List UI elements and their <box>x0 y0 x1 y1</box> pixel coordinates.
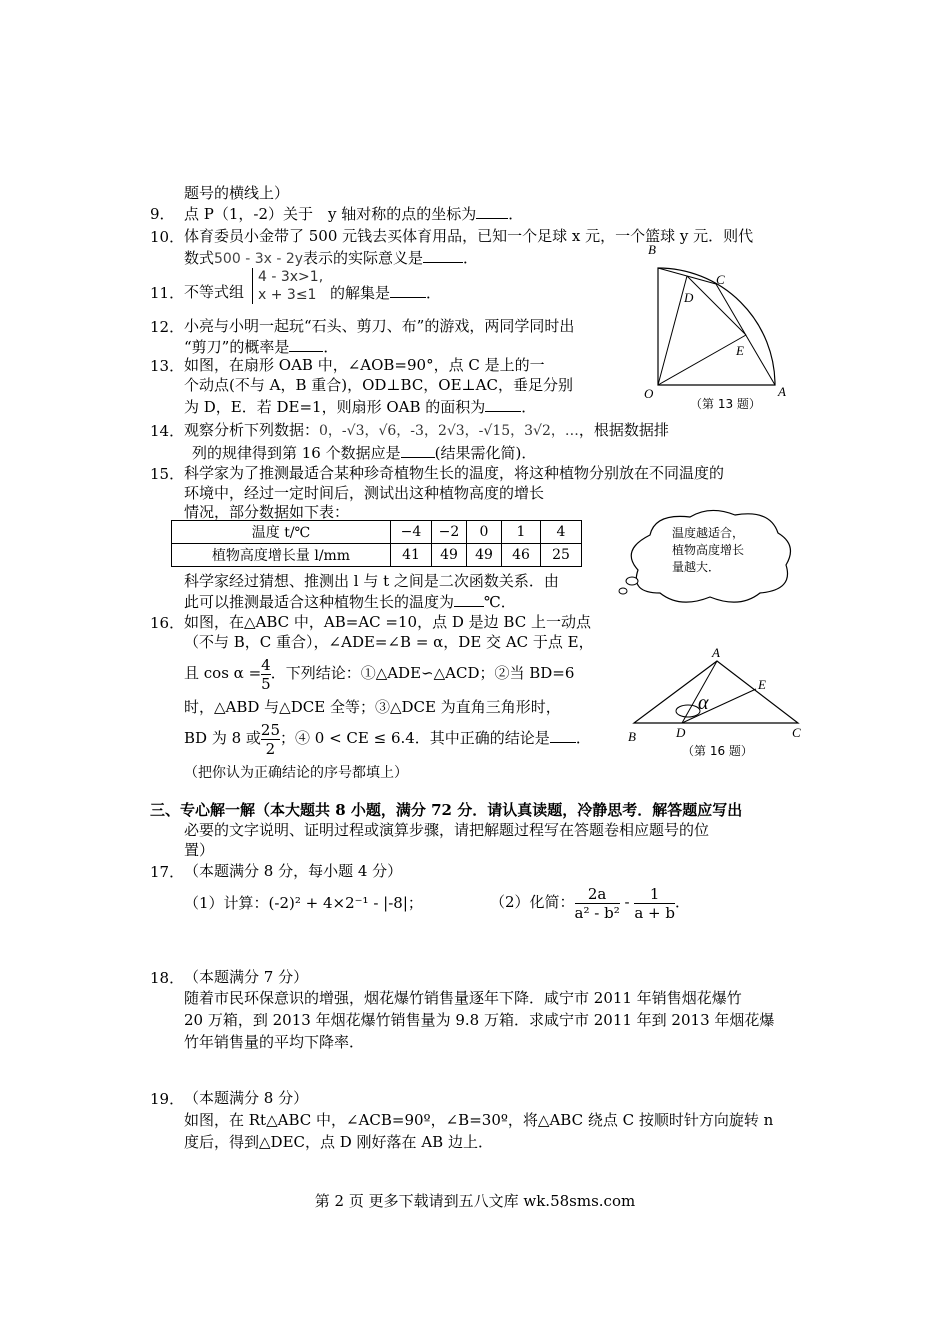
segment-od <box>658 276 687 385</box>
continuation-line: 题号的横线上） <box>184 184 290 202</box>
question-15-line5: 此可以推测最适合这种植物生长的温度为 ℃． <box>184 593 516 611</box>
table-cell: 植物高度增长量 l/mm <box>172 544 391 567</box>
fraction-1: $\frac{2a}{\text{a² - b²}}$ <box>574 884 620 922</box>
question-15-line3: 情况，部分数据如下表： <box>184 503 350 521</box>
label-c: C <box>792 725 801 740</box>
label-b: B <box>628 729 636 744</box>
table-cell: 49 <box>467 544 502 567</box>
label-d: D <box>684 290 694 305</box>
table-row <box>172 521 582 544</box>
section-3-heading: 三、专心解一解（本大题共 8 小题，满分 72 分．请认真读题，冷静思考．解答题应写出 <box>150 801 743 819</box>
fraction-2: $\frac{1}{a + b}$ <box>634 884 675 922</box>
question-9: 点 P（1，-2）关于 y 轴对称的点的坐标为 ． <box>184 205 524 223</box>
figure-16-caption: （第 16 题） <box>682 744 753 758</box>
question-number: 17． <box>150 863 185 881</box>
question-number: 13． <box>150 357 185 375</box>
label-d: D <box>676 725 686 740</box>
label-e: E <box>758 677 766 692</box>
cloud-text-1: 温度越适合， <box>672 526 745 540</box>
question-number: 16． <box>150 614 185 632</box>
question-number: 11． <box>150 284 185 302</box>
table-cell: 49 <box>432 544 467 567</box>
fraction-cos: $\frac{4}{5}$ <box>261 655 271 693</box>
question-10-line2: 数式500 - 3x - 2y表示的实际意义是 ． <box>184 249 479 267</box>
triangle-abc <box>634 661 798 723</box>
table-cell: 4 <box>541 521 582 544</box>
section-3-line3: 置） <box>184 841 215 859</box>
question-13-line1: 如图，在扇形 OAB 中，∠AOB=90°，点 C 是上的一 <box>184 356 545 374</box>
cloud-bubble <box>626 577 638 585</box>
question-11-tail: 的解集是 ． <box>330 284 442 302</box>
question-16-line2: （不与 B，C 重合），∠ADE=∠B = α，DE 交 AC 于点 E， <box>184 633 594 651</box>
angle-mark <box>676 705 700 717</box>
answer-blank <box>476 203 508 219</box>
question-15-line4: 科学家经过猜想、推测出 l 与 t 之间是二次函数关系．由 <box>184 572 559 590</box>
temperature-table <box>171 520 582 567</box>
question-number: 14． <box>150 422 185 440</box>
section-3-line2: 必要的文字说明、证明过程或演算步骤，请把解题过程写在答题卷相应题号的位 <box>184 821 710 839</box>
question-18-line3: 竹年销售量的平均下降率． <box>184 1033 365 1051</box>
fraction-bd: $\frac{25}{2}$ <box>260 720 280 758</box>
question-19-header: （本题满分 8 分） <box>184 1089 309 1107</box>
answer-blank <box>485 396 521 412</box>
question-number: 15． <box>150 465 185 483</box>
question-17-header: （本题满分 8 分，每小题 4 分） <box>184 862 403 880</box>
question-number: 10． <box>150 228 185 246</box>
label-alpha: α <box>698 692 709 714</box>
question-16-line3: 且 cos α = $\frac{4}{5}$ ．下列结论：①△ADE∽△ACD；②当 BD=6 <box>184 655 575 693</box>
question-16-line4: 时，△ABD 与△DCE 全等；③△DCE 为直角三角形时， <box>184 698 561 716</box>
label-e: E <box>736 343 744 358</box>
question-15-line2: 环境中，经过一定时间后，测试出这种植物高度的增长 <box>184 484 545 502</box>
answer-blank <box>454 591 484 607</box>
page-footer: 第 2 页 更多下载请到五八文库 wk.58sms.com <box>314 1192 636 1210</box>
figure-16 <box>622 645 807 765</box>
table-cell: 46 <box>502 544 541 567</box>
question-number: 9． <box>150 205 175 223</box>
label-a: A <box>712 645 720 660</box>
question-16-note: （把你认为正确结论的序号都填上） <box>184 765 408 781</box>
answer-blank <box>423 247 463 263</box>
table-row <box>172 544 582 567</box>
cloud-text-2: 植物高度增长 <box>672 543 745 557</box>
question-12-line1: 小亮与小明一起玩“石头、剪刀、布”的游戏，两同学同时出 <box>184 317 575 335</box>
question-18-line1: 随着市民环保意识的增强，烟花爆竹销售量逐年下降．咸宁市 2011 年销售烟花爆竹 <box>184 989 742 1007</box>
table-cell: 25 <box>541 544 582 567</box>
answer-blank <box>550 727 576 743</box>
question-12-line2: “剪刀”的概率是 ． <box>184 338 339 356</box>
question-18-line2: 20 万箱，到 2013 年烟花爆竹销售量为 9.8 万箱．求咸宁市 2011 年到 2013 年烟花爆 <box>184 1011 775 1029</box>
question-17-part1: （1）计算：(-2)² + 4×2⁻¹ - |-8|； <box>184 894 423 912</box>
answer-blank <box>401 442 435 458</box>
figure-13 <box>640 240 800 415</box>
question-15-line1: 科学家为了推测最适合某种珍奇植物生长的温度，将这种植物分别放在不同温度的 <box>184 464 725 482</box>
question-19-line2: 度后，得到△DEC，点 D 刚好落在 AB 边上． <box>184 1133 493 1151</box>
question-13-line3: 为 D，E．若 DE=1，则扇形 OAB 的面积为 ． <box>184 398 537 416</box>
question-16-line1: 如图，在△ABC 中，AB=AC =10，点 D 是边 BC 上一动点 <box>184 613 591 631</box>
segment-oe <box>658 335 746 385</box>
question-16-line5: BD 为 8 或 $\frac{25}{2}$ ；④ 0 < CE ≤ 6.4．其中正确的结论是 ． <box>184 720 591 758</box>
label-o: O <box>644 386 654 401</box>
question-17-part2: （2）化简： $\frac{2a}{\text{a² - b²}}$ - $\frac{1}{a + b}$ ． <box>490 884 691 922</box>
question-14-line1: 观察分析下列数据：0，-√3，√6，-3，2√3，-√15，3√2，…，根据数据排 <box>184 421 669 439</box>
cloud-text-3: 量越大． <box>672 560 721 574</box>
answer-blank <box>289 336 323 352</box>
cloud-bubble <box>619 588 627 594</box>
question-14-line2: 列的规律得到第 16 个数据应是 (结果需化简)． <box>192 444 537 462</box>
question-number: 18． <box>150 969 185 987</box>
table-cell: 温度 t/℃ <box>172 521 391 544</box>
answer-blank <box>390 282 426 298</box>
question-number: 12． <box>150 318 185 336</box>
table-cell: −2 <box>432 521 467 544</box>
label-b: B <box>648 242 656 257</box>
question-10-line1: 体育委员小金带了 500 元钱去买体育用品，已知一个足球 x 元，一个篮球 y 元．则代 <box>184 227 754 245</box>
table-cell: 0 <box>467 521 502 544</box>
question-13-line2: 个动点(不与 A，B 重合)，OD⊥BC，OE⊥AC，垂足分别 <box>184 376 573 394</box>
thought-cloud <box>610 505 800 610</box>
label-a: A <box>778 384 786 399</box>
question-18-header: （本题满分 7 分） <box>184 968 309 986</box>
table-cell: −4 <box>391 521 432 544</box>
figure-13-caption: （第 13 题） <box>690 397 761 411</box>
question-number: 19． <box>150 1090 185 1108</box>
question-19-line1: 如图，在 Rt△ABC 中，∠ACB=90º，∠B=30º，将△ABC 绕点 C 按顺时针方向旋转 n <box>184 1111 774 1129</box>
inequality-system: 4 - 3x>1, x + 3≤1 <box>252 268 323 304</box>
label-c: C <box>716 272 725 287</box>
table-cell: 1 <box>502 521 541 544</box>
question-11-label: 不等式组 <box>184 283 245 301</box>
table-cell: 41 <box>391 544 432 567</box>
